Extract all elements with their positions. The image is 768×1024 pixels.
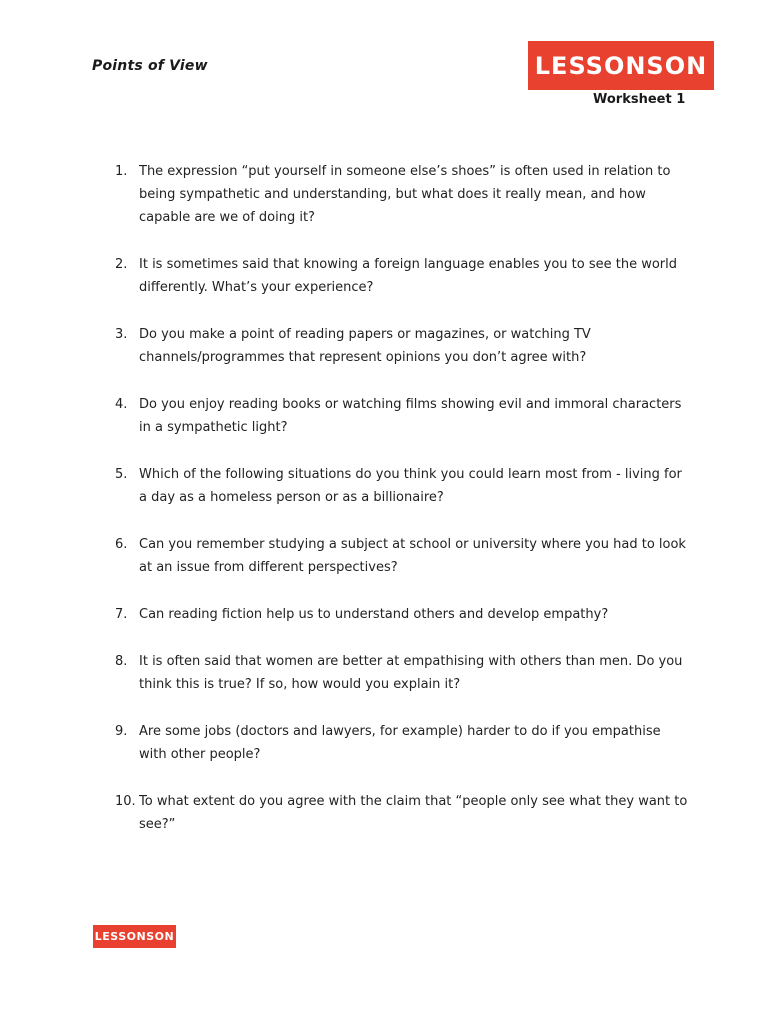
question-text: Are some jobs (doctors and lawyers, for example) harder to do if you empathise with other people? <box>139 724 661 762</box>
question-text: Which of the following situations do you think you could learn most from - living for a day as a homeless person or as a billionaire? <box>139 467 682 505</box>
question-item <box>110 253 690 299</box>
question-text: Do you enjoy reading books or watching films showing evil and immoral characters in a sympathetic light? <box>139 397 682 435</box>
question-text: It is often said that women are better at empathising with others than men. Do you think this is true? If so, how would you explain it? <box>139 654 683 692</box>
question-item <box>110 533 690 579</box>
question-number: 1. <box>115 164 128 179</box>
lessonson-logo <box>528 41 714 90</box>
question-number: 6. <box>115 537 128 552</box>
footer-logo <box>93 925 176 948</box>
question-text: To what extent do you agree with the claim that “people only see what they want to see?” <box>139 794 688 832</box>
footer-logo-text: LESSONSON <box>94 930 175 943</box>
question-item <box>110 650 690 696</box>
question-item <box>110 720 690 766</box>
question-item <box>110 463 690 509</box>
question-number: 10. <box>115 794 136 809</box>
question-item <box>110 790 690 836</box>
question-item <box>110 323 690 369</box>
question-list <box>110 160 690 836</box>
question-number: 8. <box>115 654 128 669</box>
question-text: Can reading fiction help us to understand others and develop empathy? <box>139 607 609 622</box>
question-number: 7. <box>115 607 128 622</box>
question-number: 4. <box>115 397 128 412</box>
question-number: 9. <box>115 724 128 739</box>
question-number: 5. <box>115 467 128 482</box>
question-text: Do you make a point of reading papers or magazines, or watching TV channels/programmes that represent opinions you don’t agree with? <box>139 327 591 365</box>
question-text: Can you remember studying a subject at school or university where you had to look at an issue from different perspectives? <box>139 537 686 575</box>
question-item <box>110 160 690 229</box>
question-item <box>110 393 690 439</box>
question-item <box>110 603 690 626</box>
question-text: The expression “put yourself in someone else’s shoes” is often used in relation to being sympathetic and understanding, but what does it really mean, and how capable are we of doing it? <box>139 164 671 225</box>
question-number: 3. <box>115 327 128 342</box>
question-text: It is sometimes said that knowing a foreign language enables you to see the world differently. What’s your experience? <box>139 257 678 295</box>
worksheet-label: Worksheet 1 <box>593 92 686 107</box>
document-title: Points of View <box>92 58 208 74</box>
logo-text: LESSONSON <box>534 51 708 80</box>
question-number: 2. <box>115 257 128 272</box>
